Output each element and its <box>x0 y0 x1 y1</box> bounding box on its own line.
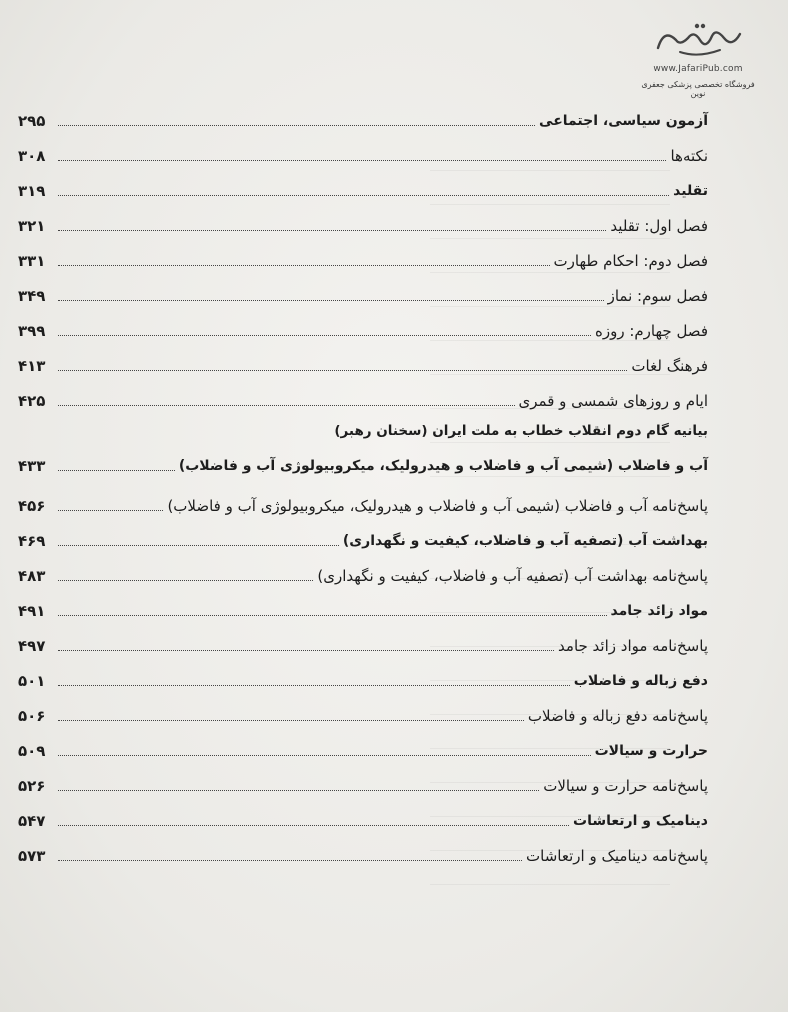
toc-entry <box>18 695 708 730</box>
toc-entry <box>18 415 708 445</box>
toc-leader-dots <box>58 265 550 266</box>
toc-page-number: ۴۹۷ <box>18 637 46 655</box>
toc-leader-dots <box>58 685 570 686</box>
toc-leader-dots <box>58 125 535 126</box>
toc-entry-title: فصل دوم: احکام طهارت <box>553 252 708 270</box>
toc-entry-title: پاسخ‌نامه دفع زباله و فاضلاب <box>527 707 708 725</box>
toc-page-number: ۳۱۹ <box>18 182 46 200</box>
toc-entry-title: نکته‌ها <box>670 147 708 165</box>
toc-page-number: ۴۹۱ <box>18 602 46 620</box>
toc-page-number: ۳۲۱ <box>18 217 46 235</box>
toc-entry-title: آزمون سیاسی، اجتماعی <box>539 113 708 129</box>
publisher-logo-icon <box>650 18 746 62</box>
toc-leader-dots <box>58 650 554 651</box>
table-of-contents <box>18 100 708 870</box>
toc-page-number: ۴۶۹ <box>18 532 46 550</box>
toc-leader-dots <box>58 230 606 231</box>
toc-entry-title: پاسخ‌نامه دینامیک و ارتعاشات <box>526 847 708 865</box>
toc-entry <box>18 445 708 480</box>
toc-entry <box>18 555 708 590</box>
toc-entry <box>18 765 708 800</box>
toc-page-number: ۵۲۶ <box>18 777 46 795</box>
publisher-logo <box>638 18 758 98</box>
toc-leader-dots <box>58 755 591 756</box>
toc-leader-dots <box>58 510 163 511</box>
toc-entry <box>18 205 708 240</box>
toc-entry <box>18 380 708 415</box>
toc-entry-title: پاسخ‌نامه بهداشت آب (تصفیه آب و فاضلاب، کیفیت و نگهداری) <box>317 567 708 585</box>
toc-entry-title: مواد زائد جامد <box>610 603 708 619</box>
toc-leader-dots <box>58 720 524 721</box>
toc-entry <box>18 800 708 835</box>
toc-entry <box>18 520 708 555</box>
toc-entry <box>18 135 708 170</box>
toc-page-number: ۲۹۵ <box>18 112 46 130</box>
toc-entry <box>18 590 708 625</box>
toc-leader-dots <box>58 545 339 546</box>
toc-leader-dots <box>58 860 522 861</box>
publisher-tagline: فروشگاه تخصصی پزشکی جعفری نوین <box>641 80 755 98</box>
toc-entry <box>18 835 708 870</box>
toc-page-number: ۴۸۳ <box>18 567 46 585</box>
toc-page-number: ۳۳۱ <box>18 252 46 270</box>
toc-entry-title: بهداشت آب (تصفیه آب و فاضلاب، کیفیت و نگهداری) <box>342 533 708 549</box>
toc-page-number: ۵۴۷ <box>18 812 46 830</box>
toc-page-number: ۴۵۶ <box>18 497 46 515</box>
toc-entry <box>18 625 708 660</box>
toc-entry <box>18 660 708 695</box>
toc-entry-title: ایام و روزهای شمسی و قمری <box>518 392 708 410</box>
toc-leader-dots <box>58 470 175 471</box>
toc-page-number: ۳۰۸ <box>18 147 46 165</box>
toc-page-number: ۵۷۳ <box>18 847 46 865</box>
toc-entry-title: فصل سوم: نماز <box>607 287 708 305</box>
toc-entry <box>18 345 708 380</box>
toc-entry-title: آب و فاضلاب (شیمی آب و فاضلاب و هیدرولیک، میکروبیولوژی آب و فاضلاب) <box>178 458 708 474</box>
toc-leader-dots <box>58 580 313 581</box>
toc-entry-title: بیانیه گام دوم انقلاب خطاب به ملت ایران (سخنان رهبر) <box>334 423 708 439</box>
toc-entry-title: پاسخ‌نامه مواد زائد جامد <box>558 637 708 655</box>
toc-leader-dots <box>58 370 627 371</box>
toc-entry-title: حرارت و سیالات <box>594 743 708 759</box>
toc-page-number: ۴۱۳ <box>18 357 46 375</box>
toc-page-number: ۴۲۵ <box>18 392 46 410</box>
toc-entry <box>18 275 708 310</box>
toc-entry <box>18 310 708 345</box>
publisher-url: www.JafariPub.com <box>653 64 743 74</box>
toc-entry-title: پاسخ‌نامه آب و فاضلاب (شیمی آب و فاضلاب و هیدرولیک، میکروبیولوژی آب و فاضلاب) <box>167 497 708 515</box>
toc-leader-dots <box>58 300 604 301</box>
toc-entry <box>18 170 708 205</box>
toc-entry-title: دفع زباله و فاضلاب <box>573 673 708 689</box>
toc-entry <box>18 240 708 275</box>
toc-leader-dots <box>58 825 569 826</box>
toc-page-number: ۵۰۹ <box>18 742 46 760</box>
toc-leader-dots <box>58 790 539 791</box>
toc-page-number: ۵۰۱ <box>18 672 46 690</box>
toc-leader-dots <box>58 335 591 336</box>
toc-entry <box>18 100 708 135</box>
toc-entry-title: پاسخ‌نامه حرارت و سیالات <box>543 777 708 795</box>
toc-page-number: ۵۰۶ <box>18 707 46 725</box>
toc-entry-title: دینامیک و ارتعاشات <box>573 813 708 829</box>
toc-leader-dots <box>58 195 669 196</box>
toc-entry-title: فصل اول: تقلید <box>610 217 708 235</box>
toc-entry-title: فصل چهارم: روزه <box>594 322 708 340</box>
toc-entry-title: تقلید <box>673 183 708 199</box>
toc-leader-dots <box>58 615 607 616</box>
toc-leader-dots <box>58 405 515 406</box>
toc-entry <box>18 480 708 520</box>
toc-page-number: ۳۴۹ <box>18 287 46 305</box>
toc-entry-title: فرهنگ لغات <box>631 357 708 375</box>
toc-entry <box>18 730 708 765</box>
toc-leader-dots <box>58 160 666 161</box>
toc-page-number: ۴۳۳ <box>18 457 46 475</box>
toc-page-number: ۳۹۹ <box>18 322 46 340</box>
